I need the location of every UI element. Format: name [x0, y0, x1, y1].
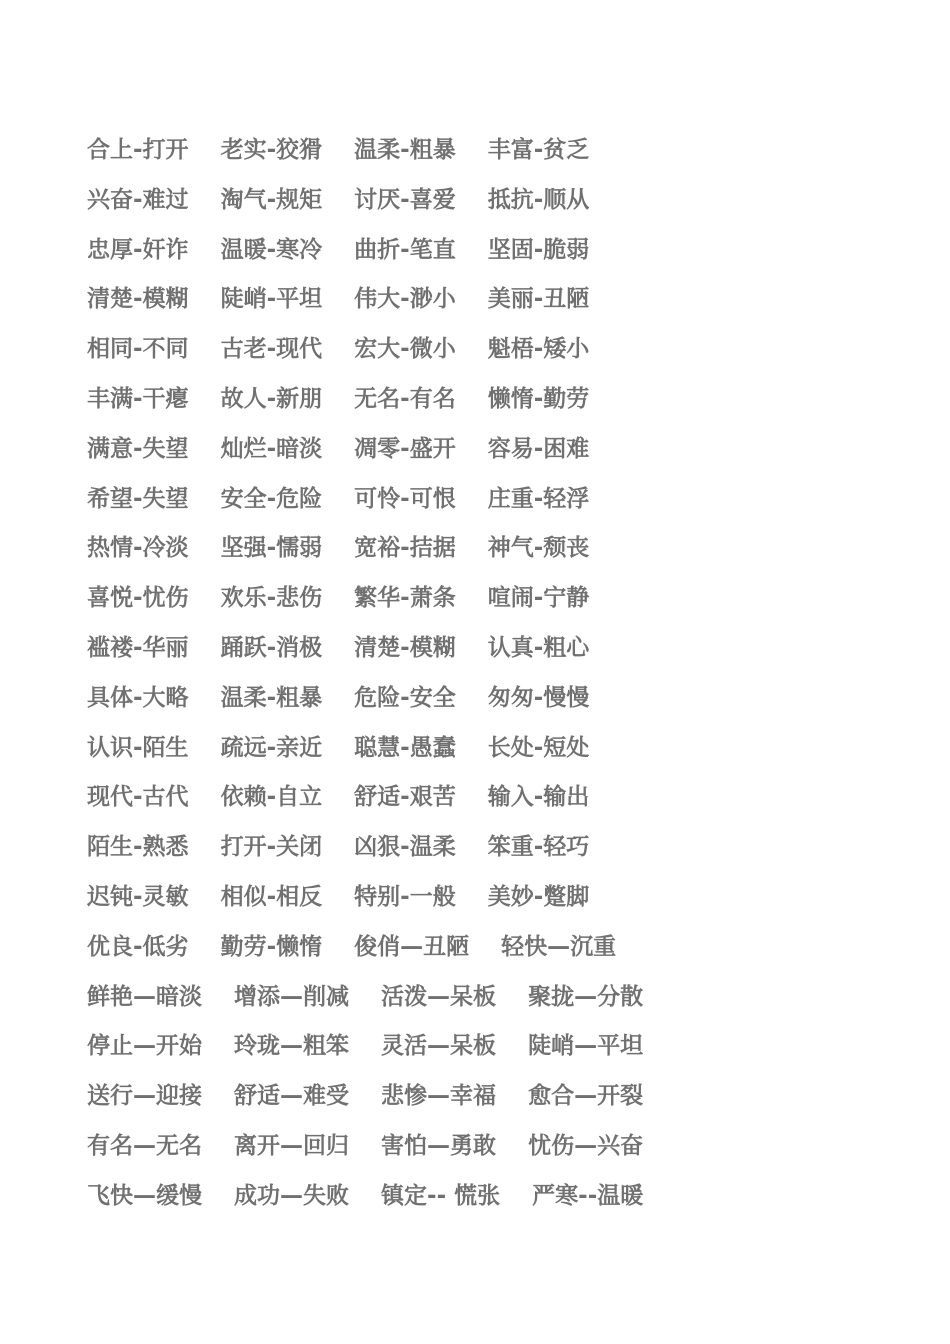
- antonym-line-9: 热情-冷淡 坚强-懦弱 宽裕-拮据 神气-颓丧: [87, 535, 590, 562]
- antonym-line-20: 送行—迎接 舒适—难受 悲惨—幸福 愈合—开裂: [87, 1083, 644, 1110]
- antonym-line-2: 兴奋-难过 淘气-规矩 讨厌-喜爱 抵抗-顺从: [87, 186, 590, 213]
- antonym-line-10: 喜悦-忧伤 欢乐-悲伤 繁华-萧条 喧闹-宁静: [87, 585, 590, 612]
- antonym-line-7: 满意-失望 灿烂-暗淡 凋零-盛开 容易-困难: [87, 435, 590, 462]
- antonym-line-13: 认识-陌生 疏远-亲近 聪慧-愚蠢 长处-短处: [87, 734, 590, 761]
- antonym-line-18: 鲜艳—暗淡 增添—削减 活泼—呆板 聚拢—分散: [87, 983, 644, 1010]
- antonym-line-15: 陌生-熟悉 打开-关闭 凶狠-温柔 笨重-轻巧: [87, 834, 590, 861]
- antonym-line-17: 优良-低劣 勤劳-懒惰 俊俏—丑陋 轻快—沉重: [87, 933, 617, 960]
- antonym-line-14: 现代-古代 依赖-自立 舒适-艰苦 输入-输出: [87, 784, 590, 811]
- antonym-list: [87, 130, 907, 1226]
- antonym-line-6: 丰满-干瘪 故人-新朋 无名-有名 懒惰-勤劳: [87, 385, 590, 412]
- antonym-line-3: 忠厚-奸诈 温暖-寒冷 曲折-笔直 坚固-脆弱: [87, 236, 590, 263]
- antonym-line-16: 迟钝-灵敏 相似-相反 特别-一般 美妙-蹩脚: [87, 883, 590, 910]
- antonym-line-11: 褴褛-华丽 踊跃-消极 清楚-模糊 认真-粗心: [87, 634, 590, 661]
- antonym-line-22: 飞快—缓慢 成功—失败 镇定-- 慌张 严寒--温暖: [87, 1182, 644, 1209]
- antonym-line-8: 希望-失望 安全-危险 可怜-可恨 庄重-轻浮: [87, 485, 590, 512]
- antonym-line-19: 停止—开始 玲珑—粗笨 灵活—呆板 陡峭—平坦: [87, 1033, 644, 1060]
- antonym-line-21: 有名—无名 离开—回归 害怕—勇敢 忧伤—兴奋: [87, 1132, 644, 1159]
- antonym-line-5: 相同-不同 古老-现代 宏大-微小 魁梧-矮小: [87, 336, 590, 363]
- antonym-line-1: 合上-打开 老实-狡猾 温柔-粗暴 丰富-贫乏: [87, 137, 590, 163]
- antonym-line-4: 清楚-模糊 陡峭-平坦 伟大-渺小 美丽-丑陋: [87, 286, 590, 313]
- antonym-line-12: 具体-大略 温柔-粗暴 危险-安全 匆匆-慢慢: [87, 684, 590, 711]
